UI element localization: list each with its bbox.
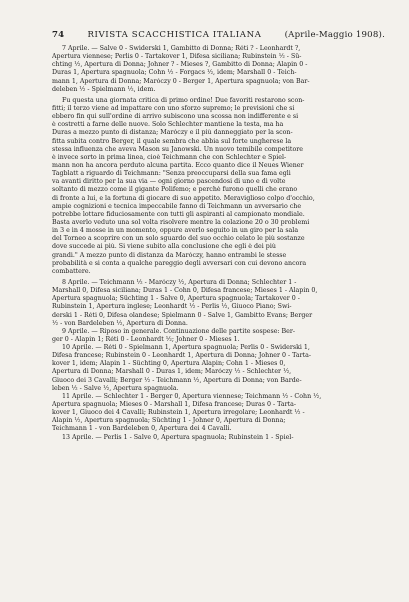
text-line: di fronte a lui, e la fortuna di giocare di suo appetito. Meraviglioso colpo d'occhio, (52, 194, 315, 202)
text-line: derski 1 - Réti 0, Difesa olandese; Spielmann 0 - Salve 1, Gambitto Evans; Berger (52, 311, 313, 319)
text-line: Apertura spagnuola; Süchting 1 - Salve 0, Apertura spagnuola; Tartakover 0 - (52, 295, 300, 303)
issue-date: (Aprile-Maggio 1908). (284, 30, 385, 40)
text-line: Giuoco dei 3 Cavalli; Berger ½ - Teichmann ½, Apertura di Donna; von Barde- (52, 376, 302, 384)
text-line: Basta averlo veduto una sol volta risolvere mentre la colazione 20 o 30 problemi (52, 218, 310, 226)
journal-title: RIVISTA SCACCHISTICA ITALIANA (87, 30, 262, 40)
text-line: stessa influenza che aveva Mason su Janowski. Un nuovo temibile competitore (52, 145, 303, 153)
text-line: kover 1, Giuoco dei 4 Cavalli; Rubinstein 1, Apertura irregolare; Leonhardt ½ - (52, 409, 305, 417)
text-line: 9 Aprile. — Riposo in generale. Continuazione delle partite sospese: Ber- (62, 327, 296, 335)
text-line: ebbero fin qui sull'ordine di arrivo subiscono una scossa non indifferente e si (52, 113, 299, 121)
text-line: soltanto di mezzo come il gigante Polifemo; e perchè furono quelli che erano (52, 186, 298, 194)
text-line: chting ½, Apertura di Donna; Johner ? - Mieses ?, Gambitto di Donna; Alapin 0 - (52, 61, 308, 69)
text-line: kover 1, idem; Alapin 1 - Süchting 0, Apertura Alapin; Cohn 1 - Mieses 0, (52, 360, 286, 368)
text-line: Marshall 0, Difesa siciliana; Duras 1 - Cohn 0, Difesa francese; Mieses 1 - Alapin 0, (52, 287, 318, 295)
text-line: deleben ½ - Spielmann ½, idem. (52, 85, 156, 93)
text-line: dove succede ai più. Si viene subito alla conclusione che egli è dei più (52, 243, 276, 251)
text-line: Duras 1, Apertura spagnuola; Cohn ½ - Forgacs ½, idem; Marshall 0 - Teich- (52, 69, 297, 77)
text-line: Difesa francese; Rubinstein 0 - Leonhardt 1, Apertura di Donna; Johner 0 - Tarta- (52, 352, 312, 360)
text-line: Apertura spagnuola; Mieses 0 - Marshall 1, Difesa francese; Duras 0 - Tarta- (52, 401, 297, 409)
text-line: mann non ha ancora perduto alcuna partita. Ecco quanto dice il Neues Wiener (52, 161, 304, 169)
text-line: è costretti a farne delle nuove. Solo Schlechter mantiene la testa, ma ha (52, 121, 284, 129)
text-line: Fu questa una giornata critica di primo ordine! Due favoriti restarono scon- (62, 96, 305, 104)
text-line: 10 Aprile. — Réti 0 - Spielmann 1, Apertura spagnuola; Perlis 0 - Swiderski 1, (62, 344, 310, 352)
text-line: Teichmann 1 - von Bardeleben 0, Apertura dei 4 Cavalli. (52, 425, 232, 433)
text-line: Duras a mezzo punto di distanza; Maróczy e il più danneggiato per la scon- (52, 129, 293, 137)
text-line: ger 0 - Alapin 1; Réti 0 - Leonhardt ½; Johner 0 - Mieses 1. (52, 335, 240, 343)
text-line: Alapin ½, Apertura spagnuola; Süchting 1 - Johner 0, Apertura di Donna; (52, 417, 286, 425)
article-body (52, 45, 385, 442)
text-line: fitti; il terzo viene ad impattare con uno sforzo supremo; le previsioni che si (52, 104, 295, 112)
text-line: 7 Aprile. — Salve 0 - Swiderski 1, Gambitto di Donna; Réti ? - Leonhardt ?, (62, 45, 301, 52)
text-line: combattere. (52, 267, 91, 275)
text-line: 11 Aprile. — Schlechter 1 - Berger 0, Apertura viennese; Teichmann ½ - Cohn ½, (62, 392, 322, 400)
text-line: Rubinstein 1, Apertura inglese; Leonhardt ½ - Perlis ½, Giuoco Piano; Swi- (52, 303, 292, 311)
text-line: 13 Aprile. — Perlis 1 - Salve 0, Apertura spagnuola; Rubinstein 1 - Spiel- (62, 433, 294, 441)
text-line: è invece sorto in prima linea, cioè Teichmann che con Schlechter e Spiel- (52, 153, 287, 161)
text-line: Apertura viennese; Perlis 0 - Tartakover 1, Difesa siciliana; Rubinstein ½ - Sü- (52, 53, 302, 61)
text-line: in 3 e in 4 mosse in un momento, oppure averlo seguito in un giro per la sala (52, 227, 299, 235)
text-line: va avanti diritto per la sua via — ogni giorno pascendosi di uno e di volte (52, 178, 286, 186)
text-line: ampie cognizioni e tecnica impeccabile fanno di Teichmann un avversario che (52, 202, 302, 210)
text-line: fitta subita contro Berger, il quale sembra che abbia sul forte ungherese la (52, 137, 292, 145)
text-line: grandi." A mezzo punto di distanza da Maróczy, hanno entrambi le stesse (52, 251, 287, 259)
text-line: potrebbe lottare fiduciosamente con tutti gli aspiranti al campionato mondiale. (52, 210, 305, 218)
text-line: mann 1, Apertura di Donna; Maróczy 0 - Berger 1, Apertura spagnuola; von Bar- (52, 77, 310, 85)
text-line: leben ½ - Salve ½, Apertura spagnuola. (52, 384, 179, 392)
text-line: probabilità e si conta a qualche pareggio degli avversari con cui devono ancora (52, 259, 307, 267)
text-line: del Torneo a scoprire con un solo sguardo del suo occhio celato le più sostanze (52, 235, 305, 243)
text-line: Apertura di Donna; Marshall 0 - Duras 1, idem; Maróczy ½ - Schlechter ½, (52, 368, 292, 376)
page-header (52, 30, 385, 42)
text-line: ½ - von Bardeleben ½, Apertura di Donna. (52, 319, 188, 327)
page-number: 74 (52, 30, 65, 40)
text-line: Tagblatt a riguardo di Teichmann: "Senza preoccuparsi della sua fama egli (52, 170, 291, 178)
text-line: 8 Aprile. — Teichmann ½ - Maróczy ½, Apertura di Donna; Schlechter 1 - (62, 278, 297, 286)
